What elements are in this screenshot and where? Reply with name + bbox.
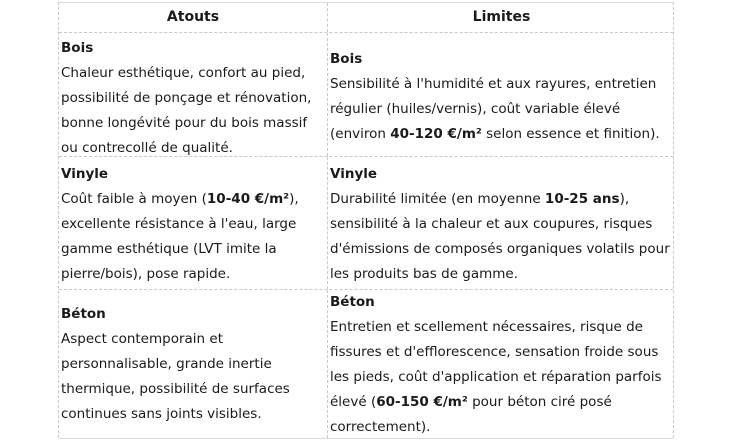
cell-limites-vinyle <box>327 162 675 287</box>
cell-limites-beton <box>327 290 675 440</box>
header-atouts: Atouts <box>166 9 220 25</box>
category-label: Bois <box>61 40 94 56</box>
cell-text: Durabilité limitée (en moyenne 10-25 ans), sensibilité à la chaleur et aux coupures, risques d'émissions de composés organiques volatils pour les produits bas de gamme. <box>330 191 670 282</box>
category-label: Vinyle <box>330 166 378 182</box>
price-range: 10-40 €/m² <box>206 191 290 207</box>
category-label: Bois <box>330 51 363 67</box>
category-label: Béton <box>330 294 375 310</box>
cell-atouts-bois <box>59 36 327 161</box>
table-row-bois <box>59 33 673 157</box>
header-limites: Limites <box>472 9 531 25</box>
table-row-beton <box>59 290 673 439</box>
price-range: 60-150 €/m² <box>376 394 468 410</box>
cell-text: Entretien et scellement nécessaires, risque de fissures et d'efflorescence, sensation froide sous les pieds, coût d'application et réparation parfois élevé (60-150 €/m² pour béton ciré posé correctement). <box>330 319 662 435</box>
comparison-table <box>58 2 674 438</box>
cell-text: Sensibilité à l'humidité et aux rayures, entretien régulier (huiles/vernis), coût variable élevé (environ 40-120 €/m² selon essence et finition). <box>330 76 660 142</box>
duration-range: 10-25 ans <box>544 191 620 207</box>
cell-atouts-vinyle <box>59 162 327 287</box>
table-header-row <box>59 3 673 33</box>
category-label: Vinyle <box>61 166 109 182</box>
cell-text: Chaleur esthétique, confort au pied, possibilité de ponçage et rénovation, bonne longévité pour du bois massif ou contrecollé de qualité. <box>61 65 312 156</box>
cell-atouts-beton <box>59 302 327 427</box>
category-label: Béton <box>61 306 106 322</box>
price-range: 40-120 €/m² <box>390 126 482 142</box>
cell-text: Coût faible à moyen (10-40 €/m²), excellente résistance à l'eau, large gamme esthétique (LVT imite la pierre/bois), pose rapide. <box>61 191 299 282</box>
cell-limites-bois <box>327 47 675 147</box>
cell-text: Aspect contemporain et personnalisable, grande inertie thermique, possibilité de surfaces continues sans joints visibles. <box>61 331 290 422</box>
table-row-vinyle <box>59 157 673 290</box>
